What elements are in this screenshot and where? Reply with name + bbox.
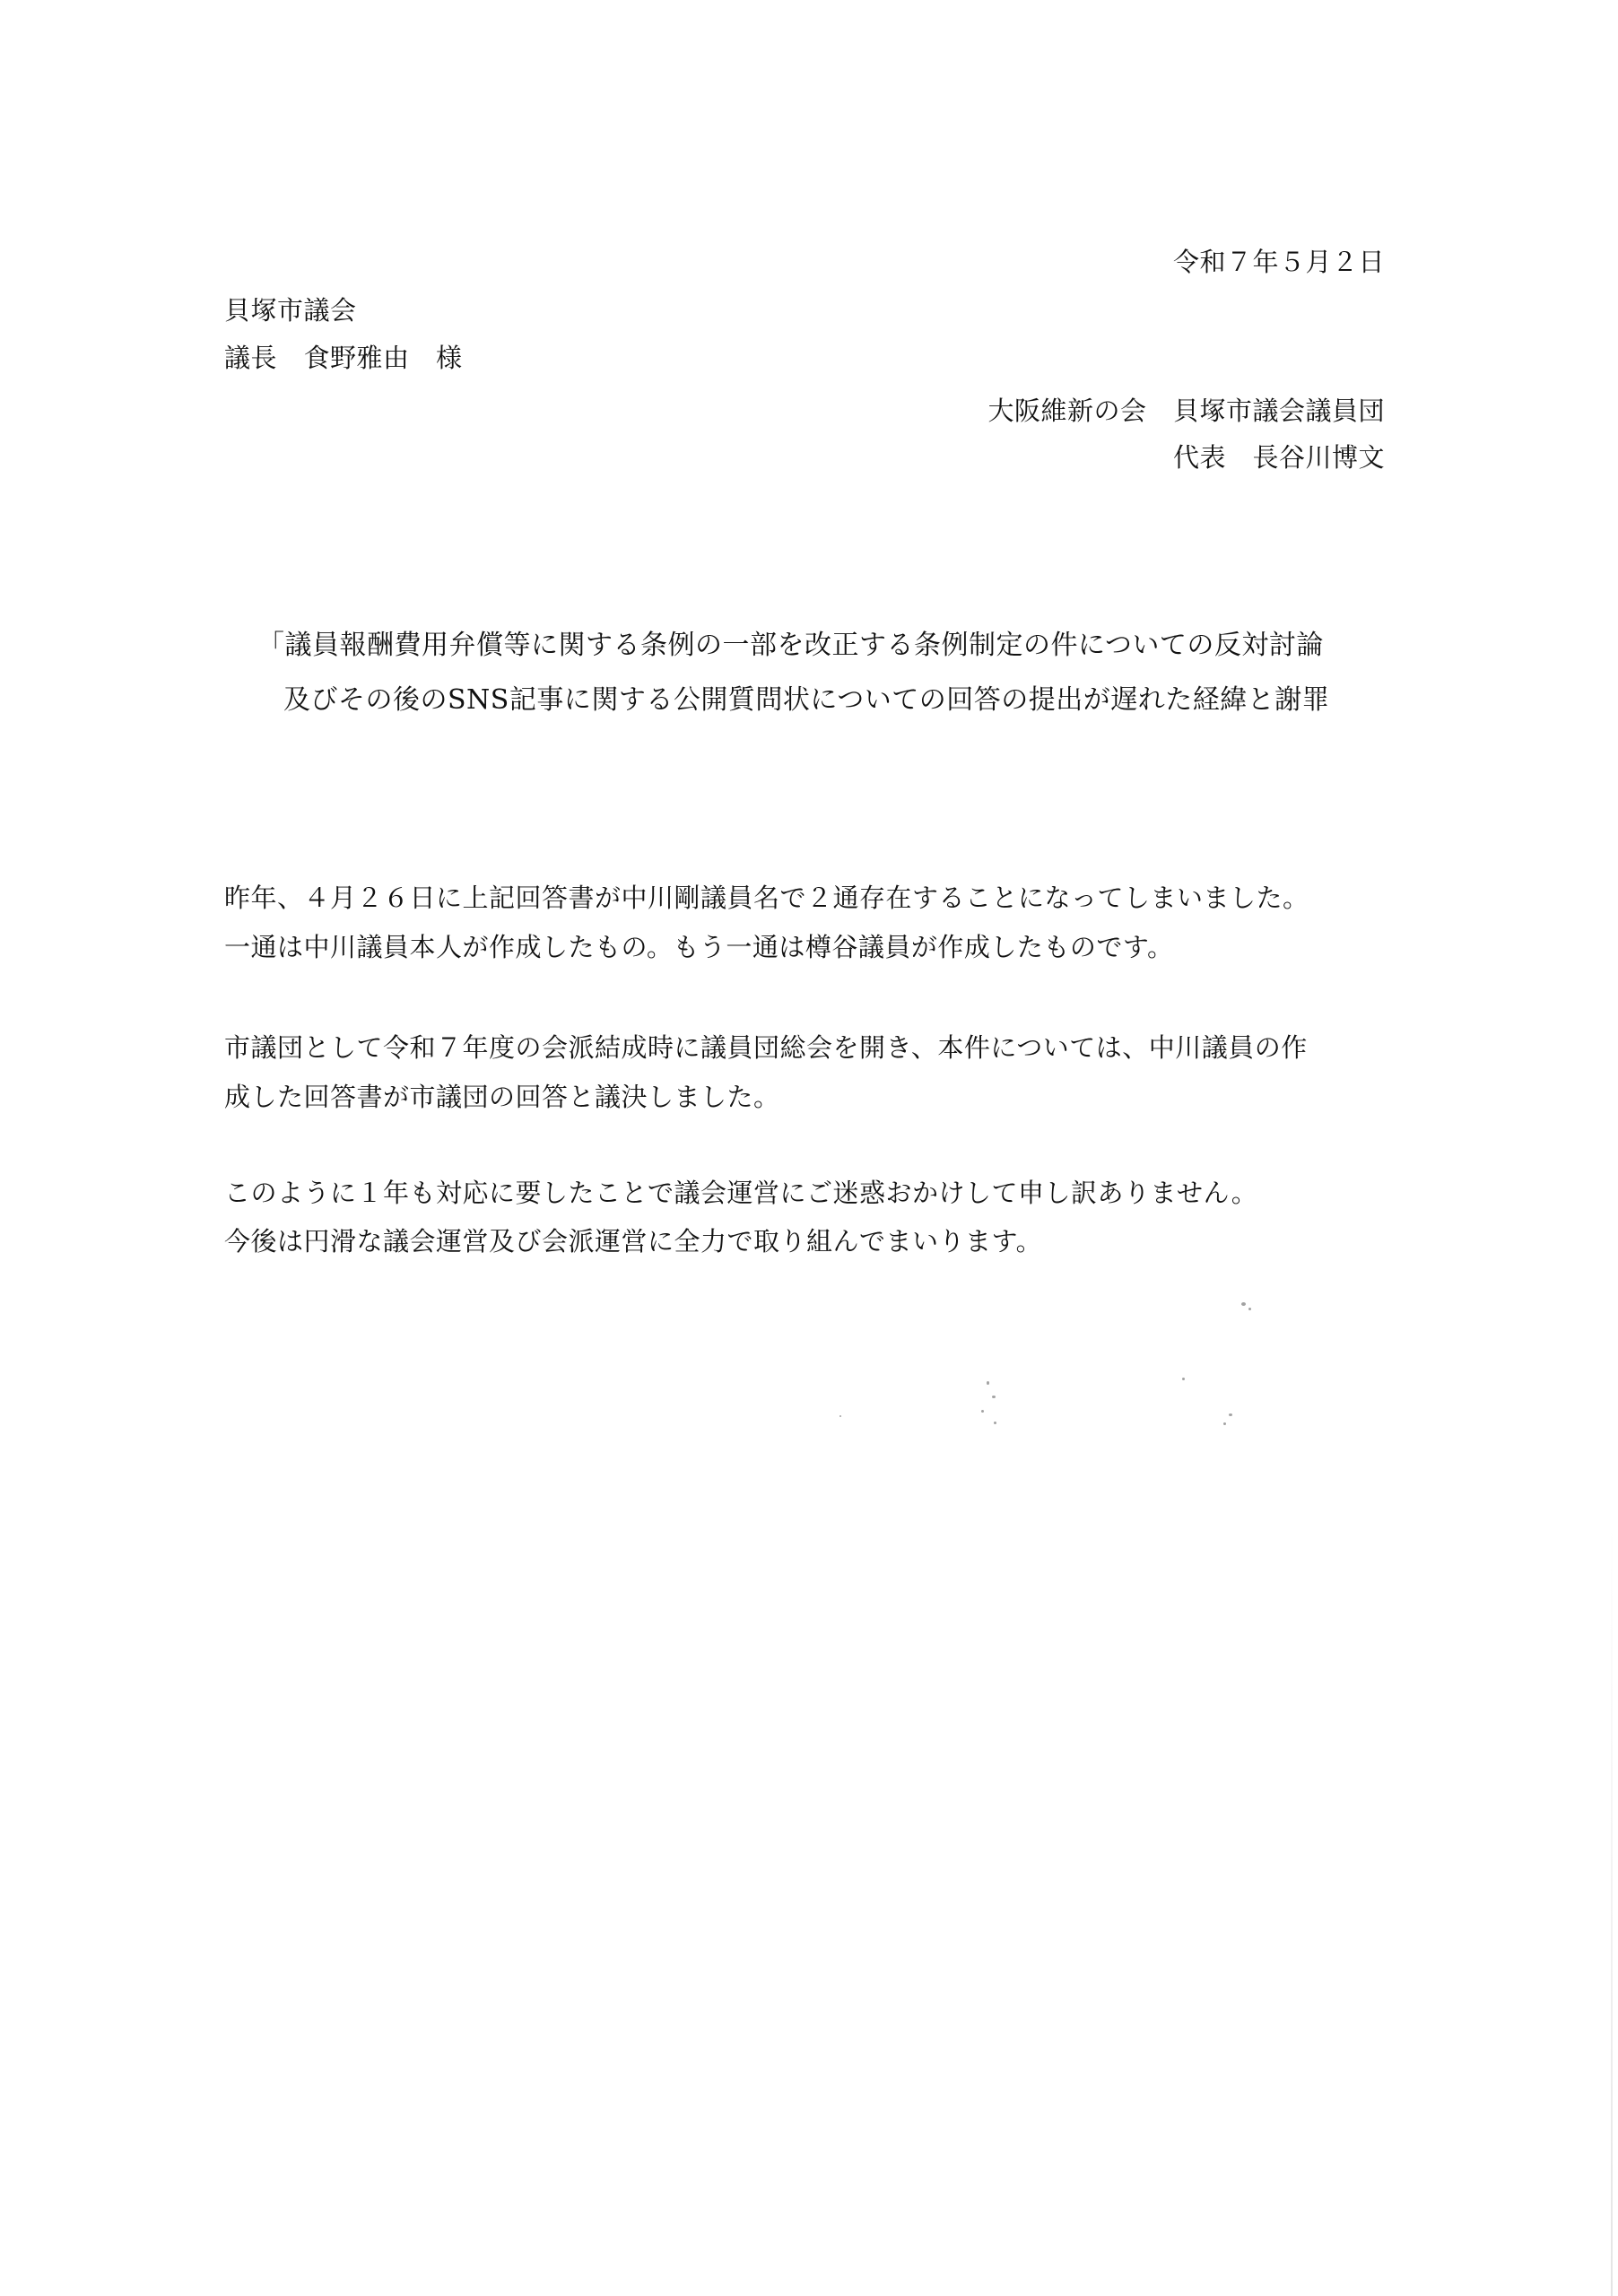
scan-speck [1241, 1302, 1246, 1306]
recipient-organization: 貝塚市議会 [224, 295, 357, 326]
letter-date: 令和７年５月２日 [1172, 247, 1385, 277]
sender-representative: 代表 長谷川博文 [1172, 442, 1385, 473]
recipient-name: 議長 食野雅由 様 [224, 343, 463, 373]
paragraph-2-line-1: 市議団として令和７年度の会派結成時に議員団総会を開き、本件については、中川議員の作 [224, 1032, 1308, 1063]
scan-speck [987, 1381, 989, 1385]
paragraph-2-line-2: 成した回答書が市議団の回答と議決しました。 [224, 1082, 780, 1112]
scan-speck [981, 1410, 984, 1413]
scan-speck [992, 1396, 996, 1398]
sender-organization: 大阪維新の会 貝塚市議会議員団 [987, 396, 1385, 426]
scan-speck [839, 1415, 841, 1417]
scan-speck [1223, 1422, 1226, 1425]
paragraph-3-line-1: このように１年も対応に要したことで議会運営にご迷惑おかけして申し訳ありません。 [224, 1178, 1258, 1208]
scan-speck [994, 1422, 996, 1424]
scan-speck [1229, 1413, 1232, 1416]
paragraph-1-line-2: 一通は中川議員本人が作成したもの。もう一通は樽谷議員が作成したものです。 [224, 932, 1174, 962]
scan-speck [1182, 1378, 1185, 1380]
scan-edge-shadow [1611, 1525, 1613, 2296]
letter-title-line-1: 「議員報酬費用弁償等に関する条例の一部を改正する条例制定の件についての反対討論 [257, 630, 1324, 661]
paragraph-1-line-1: 昨年、４月２６日に上記回答書が中川剛議員名で２通存在することになってしまいました。 [224, 883, 1309, 913]
letter-title-line-2: 及びその後のSNS記事に関する公開質問状についての回答の提出が遅れた経緯と謝罪 [283, 684, 1330, 716]
scan-speck [1248, 1308, 1251, 1310]
paragraph-3-line-2: 今後は円滑な議会運営及び会派運営に全力で取り組んでまいります。 [224, 1226, 1043, 1257]
